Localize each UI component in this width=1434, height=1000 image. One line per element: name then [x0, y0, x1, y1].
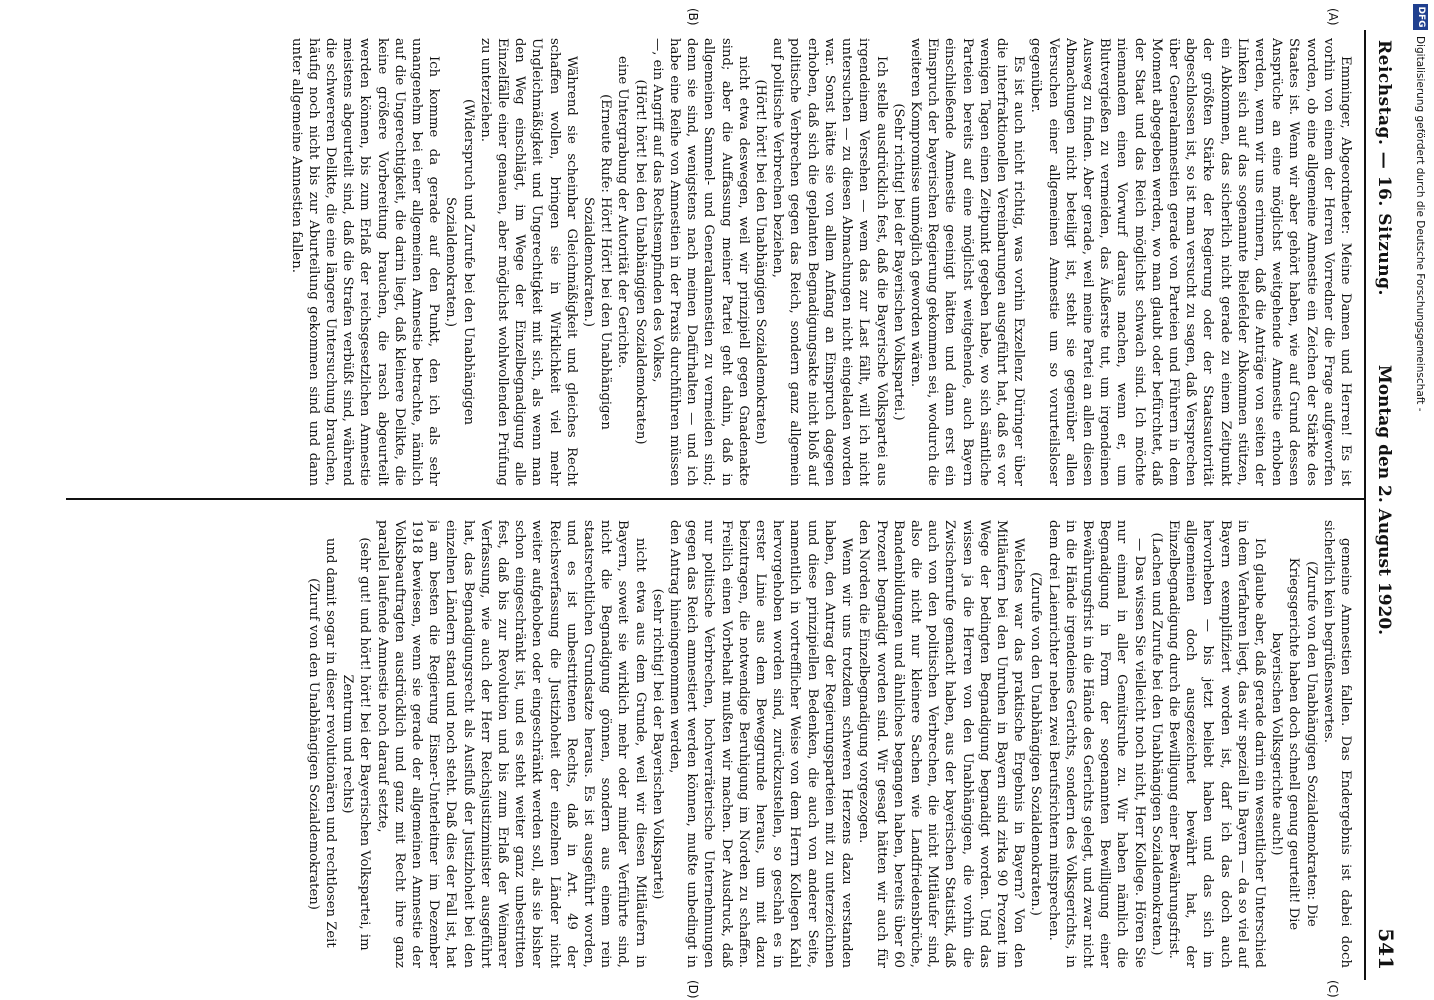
header-rule — [1364, 30, 1366, 980]
interjection: (Sehr richtig! bei der Bayerischen Volkspartei.) — [890, 103, 906, 421]
column-divider — [66, 498, 1366, 500]
digitization-note — [1406, 0, 1434, 1000]
interjection: (Hört! hört! bei den Unabhängigen Sozialdemokraten) — [753, 79, 769, 445]
page-header — [1366, 0, 1400, 1000]
interjection: (sehr gut! und hört! hört! bei der Bayerischen Volkspartei, im Zentrum und rechts) — [340, 537, 373, 951]
interjection: (Zurufe von den Unabhängigen Sozialdemokraten: Die Kriegsgerichte haben doch schnell genug geurteilt! Die bayerischen Volksgerichte auch!) — [1269, 557, 1319, 931]
paragraph: Emminger, Abgeordneter: Meine Damen und Herren! Es ist vorhin von einem der Herren Vorredner die Frage aufgeworfen worden, ob eine allgemeine Amnestie ein Zeichen der Stärke des Staates ist. Wenn wir aber gehört haben, wie auf Grund dessen Ansprüche an eine möglichst weitgehende Amnestie erhoben werden, wenn wir uns erinnern, daß die Anträge von seiten der Linken sich auf das sogenannte Bielefelder Abkommen stützen, ein Abkommen, das sicherlich nicht gerade zu einem Zeitpunkt der größten Stärke der Regierung oder der Staatsautorität abgeschlossen ist, so ist man versucht zu sagen, daß Versprechen über Generalamnestien gerade von Parteien und Führern in dem Moment abgegeben werden, wo man glaubt oder befürchtet, daß der Staat und das Reich möglichst schwach sind. Ich möchte niemandem einen Vorwurf daraus machen, wenn er, um Blutvergießen zu vermeiden, das Äußerste tut, um irgendeinen Ausweg zu finden. Aber gerade, weil meine Partei an allen diesen Abmachungen nicht beteiligt ist, steht sie gegenüber allen Versuchen einer allgemeinen Amnestie um so vorurteilsloser gegenüber. — [1028, 38, 1353, 486]
paragraph: Während sie scheinbar Gleichmäßigkeit und gleiches Recht schaffen wollen, bringen sie in Wirklichkeit viel mehr Ungleichmäßigkeit und Ungerechtigkeit mit sich, als wenn man den Weg einschlägt, im Wege der Einzelbegnadigung alle Einzelfälle einer genauen, aber möglichst wohlwollenden Prüfung zu unterziehen. — [477, 38, 579, 486]
paragraph: Ich komme da gerade auf den Punkt, den ich als sehr unangenehm bei einer allgemeinen Amnestie betrachte, nämlich auf die Ungerechtigkeit, die darin liegt, daß kleinere Delikte, die keine größere Vorbereitung brauchen, die rasch abgeurteilt werden können, bis zum Erlaß der reichsgesetzlichen Amnestie meistens abgeurteilt sind, daß die Strafen verbüßt sind, während die schwereren Delikte, die eine längere Untersuchung brauchen, häufig noch nicht bis zur Aburteilung gekommen sind und dann unter allgemeine Amnestien fallen. — [288, 38, 442, 486]
header-date: Montag den 2. August 1920. — [1374, 364, 1394, 636]
paragraph: nicht etwa deswegen, weil wir prinzipiell gegen Gnadenakte sind; aber die Auffassung meiner Partei geht dahin, daß in allgemeinen Sammel- und Generalamnestien zu vermeiden sind; denn sie sind, wenigstens nach meinen Dafürhalten — und ich habe eine Reihe von Amnestien in der Praxis durchführen müssen —, ein Angriff auf das Rechtsempfinden des Volkes, — [649, 38, 751, 486]
interjection: (Widerspruch und Zurufe bei den Unabhängigen Sozialdemokraten.) — [443, 98, 476, 425]
paragraph: Ich stelle ausdrücklich fest, daß die Bayerische Volkspartei aus irgendeinem Versehen — wem das zur Last fällt, will ich nicht untersuchen — zu diesen Abmachungen nicht eingeladen worden war. Sonst hätte sie von allem Anfang an Einspruch dagegen erhoben, daß sich die geplanten Begnadigungsakte nicht bloß auf politische Verbrechen gegen das Reich, sondern ganz allgemein auf politische Verbrechen beziehen, — [770, 38, 889, 486]
page-number: 541 — [1374, 928, 1398, 970]
rotated-content — [60, 0, 1400, 1000]
interjection: (sehr richtig! bei der Bayerischen Volkspartei) — [649, 588, 665, 900]
digitization-text: Digitalisierung gefördert durch die Deutsche Forschungsgemeinschaft - — [1414, 36, 1426, 412]
paragraph: nicht etwa aus dem Grunde, weil wir diesen Mitläufern in Bayern, soweit sie wirklich mehr oder minder Verführte sind, nicht die Begnadigung gönnen, sondern aus einem rein staatsrechtlichen Grundsatze heraus. Es ist ausgeführt worden, und es ist unbestrittenen Rechts, daß in Art. 49 der Reichsverfassung die Justizhoheit der einzelnen Länder nicht weiter aufgehoben oder eingeschränkt werden soll, als sie bisher schon eingeschränkt ist, und es steht weiter ganz unbestritten fest, daß bis zur Revolution und bis zum Erlaß der Weimarer Verfassung, wie auch der Herr Reichsjustizminister ausgeführt hat, das Begnadigungsrecht als Ausfluß der Justizhoheit bei den einzelnen Ländern stand und noch steht. Daß dies der Fall ist, hat ja am besten die Regierung Eisner-Unterleitner im Dezember 1918 bewiesen, wenn sie gerade der allgemeinen Amnestie der Volksbeauftragten ausdrücklich und ganz mit Recht ihre ganz parallel laufende Amnestie noch darauf setzte, — [374, 520, 648, 968]
interjection: (Lachen und Zurufe bei den Unabhängigen Sozialdemokraten.) — [1148, 532, 1164, 956]
margin-marker-d: (D) — [686, 980, 700, 999]
paragraph: gemeine Amnestien fallen. Das Endergebnis ist dabei doch sicherlich kein begrüßenswertes. — [1320, 520, 1353, 968]
interjection: (Hört! hört! bei den Unabhängigen Sozialdemokraten) — [632, 79, 648, 445]
right-column — [74, 520, 1354, 968]
margin-marker-c: (C) — [1326, 980, 1340, 998]
paragraph: und damit sogar in dieser revolutionären und rechtlosen Zeit — [323, 538, 339, 948]
dfg-logo: DFG — [1413, 4, 1428, 30]
left-column — [74, 38, 1354, 486]
interjection: (Erneute Rufe: Hört! Hört! bei den Unabhängigen Sozialdemokraten.) — [581, 94, 614, 430]
paragraph: — Das wissen Sie vielleicht noch nicht, Herr Kollege. Hören Sie nur einmal in aller Gemütsruhe zu. Wir haben nämlich die Begnadigung in Form der sogenannten Bewilligung einer Bewährungsfrist in die Hände des Gerichts gelegt, und zwar nicht in die Hände irgendeines Gerichts, sondern des Volksgerichts, in dem drei Laienrichter neben zwei Berufsrichtern mitsprechen. — [1045, 520, 1147, 968]
interjection: (Zurufe von den Unabhängigen Sozialdemokraten.) — [1028, 572, 1044, 916]
margin-marker-a: (A) — [1326, 8, 1340, 26]
margin-marker-b: (B) — [686, 8, 700, 26]
header-left: Reichstag. — 16. Sitzung. — [1374, 40, 1394, 296]
interjection: (Zuruf von den Unabhängigen Sozialdemokraten) — [305, 578, 321, 910]
paragraph: Ich glaube aber, daß gerade darin ein wesentlicher Unterschied in dem Verfahren liegt, das wir speziell in Bayern — da so viel auf Bayern exemplifiziert worden ist, darf ich das doch auch hervorheben — bis jetzt beliebt haben und das sich im allgemeinen doch ausgezeichnet bewährt hat, der Einzelbegnadigung durch die Bewilligung einer Bewährungsfrist. — [1165, 520, 1267, 968]
paragraph: Welches war das praktische Ergebnis in Bayern? Von den Mitläufern bei den Unruhen in Bayern sind zirka 90 Prozent im Wege der bedingten Begnadigung begnadigt worden. Und das wissen ja die Herren von den Unabhängigen, die vorhin die Zwischenrufe gemacht haben, aus der bayerischen Statistik, daß auch von den politischen Verbrechen, die nicht Mitläufer sind, also die nicht nur kleinere Sachen wie Landfriedensbrüche, Bandenbildungen und ähnliches begangen haben, bereits über 60 Prozent begnadigt worden sind. Wir gesagt hätten wir auch für den Norden die Einzelbegnadigung vorgezogen. — [856, 520, 1027, 968]
paragraph: Es ist auch nicht richtig, was vorhin Exzellenz Düringer über die interfraktionellen Vereinbarungen ausgeführt hat, daß es vor wenigen Tagen einen Zeitpunkt gegeben habe, wo sich sämtliche Parteien bereits auf eine möglichst weitgehende, auch Bayern einschließende Amnestie geeinigt hätten und dann erst ein Einspruch der bayerischen Regierung gekommen sei, wodurch die weiteren Kompromisse unmöglich geworden wären. — [907, 38, 1027, 486]
paragraph: eine Untergrabung der Autorität der Gerichte. — [615, 56, 631, 369]
paragraph: Wenn wir uns trotzdem schweren Herzens dazu verstanden haben, den Antrag der Regierungsparteien mit zu unterzeichnen und diese prinzipiellen Bedenken, die auch von anderer Seite, namentlich in vortrefflicher Weise von dem Herrn Kollegen Kahl hervorgehoben worden sind, zurückzustellen, so geschah es in erster Linie aus dem Beweggrunde heraus, um mit dazu beizutragen, die notwendige Beruhigung im Norden zu schaffen. Freilich einen Vorbehalt mußten wir machen. Der Ausdruck, daß nur politische Verbrechen, hochverräterische Unternehmungen gegen das Reich amnestiert werden können, mußte unbedingt in den Antrag hineingenommen werden, — [667, 520, 855, 968]
